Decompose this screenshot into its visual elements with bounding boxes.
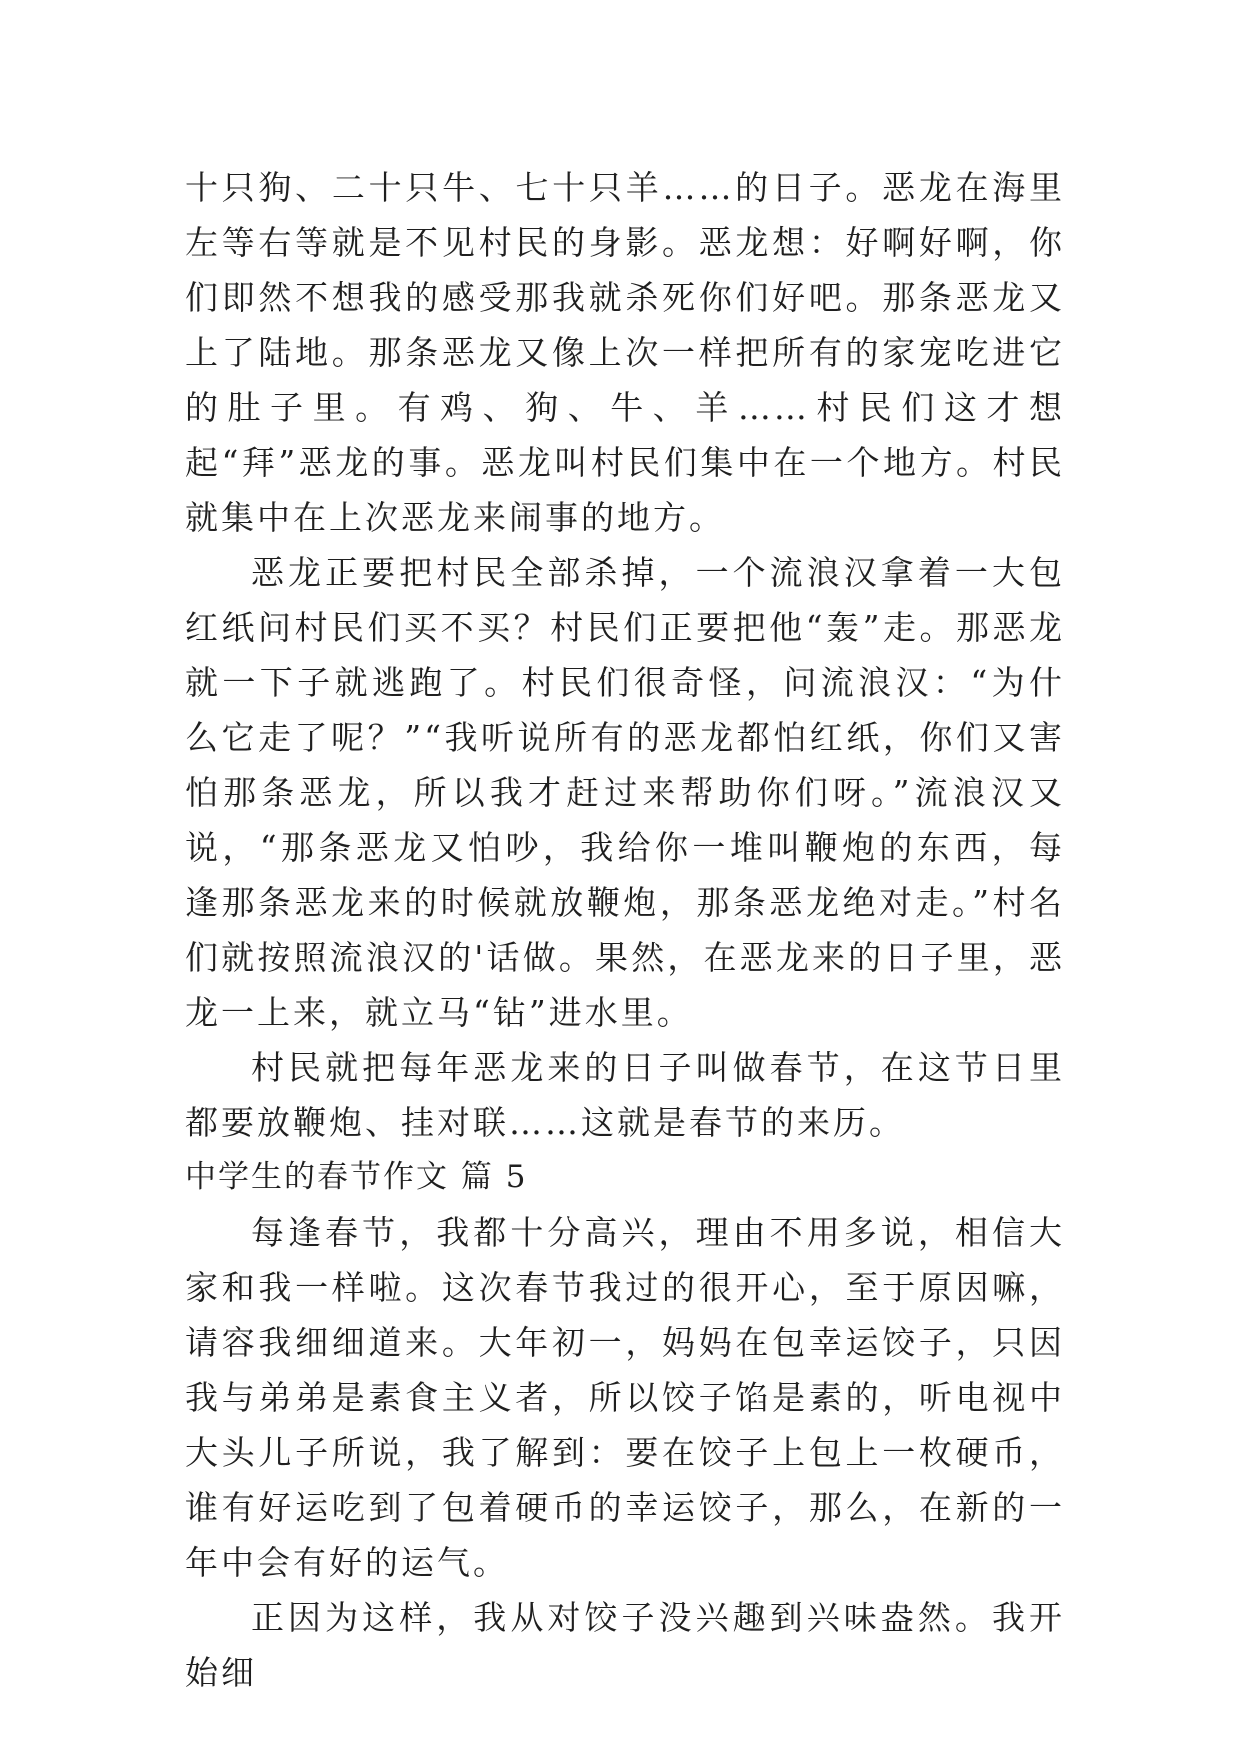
paragraph-spring-festival-origin: 村民就把每年恶龙来的日子叫做春节，在这节日里都要放鞭炮、挂对联……这就是春节的来历。 [185, 1048, 1065, 1142]
paragraph-dumpling-interest: 正因为这样，我从对饺子没兴趣到兴味盎然。我开始细 [185, 1598, 1065, 1692]
paragraph-dragon-story-part: 十只狗、二十只牛、七十只羊……的日子。恶龙在海里左等右等就是不见村民的身影。恶龙想：好啊好啊，你们即然不想我的感受那我就杀死你们好吧。那条恶龙又上了陆地。那条恶龙又像上次一样把所有的家宠吃进它的肚子里。有鸡、狗、牛、羊……村民们这才想起“拜”恶龙的事。恶龙叫村民们集中在一个地方。村民就集中在上次恶龙来闹事的地方。 [185, 168, 1065, 537]
document-body [185, 160, 1065, 1700]
section-heading: 中学生的春节作文 篇 5 [185, 1159, 528, 1195]
paragraph-lucky-dumplings: 每逢春节，我都十分高兴，理由不用多说，相信大家和我一样啦。这次春节我过的很开心，至于原因嘛，请容我细细道来。大年初一，妈妈在包幸运饺子，只因我与弟弟是素食主义者，所以饺子馅是素的，听电视中大头儿子所说，我了解到：要在饺子上包上一枚硬币，谁有好运吃到了包着硬币的幸运饺子，那么，在新的一年中会有好的运气。 [185, 1213, 1065, 1582]
paragraph-wanderer-red-paper: 恶龙正要把村民全部杀掉，一个流浪汉拿着一大包红纸问村民们买不买？村民们正要把他“轰”走。那恶龙就一下子就逃跑了。村民们很奇怪，问流浪汉：“为什么它走了呢？”“我听说所有的恶龙都怕红纸，你们又害怕那条恶龙，所以我才赶过来帮助你们呀。”流浪汉又说，“那条恶龙又怕吵，我给你一堆叫鞭炮的东西，每逢那条恶龙来的时候就放鞭炮，那条恶龙绝对走。”村名们就按照流浪汉的'话做。果然，在恶龙来的日子里，恶龙一上来，就立马“钻”进水里。 [185, 553, 1065, 1032]
